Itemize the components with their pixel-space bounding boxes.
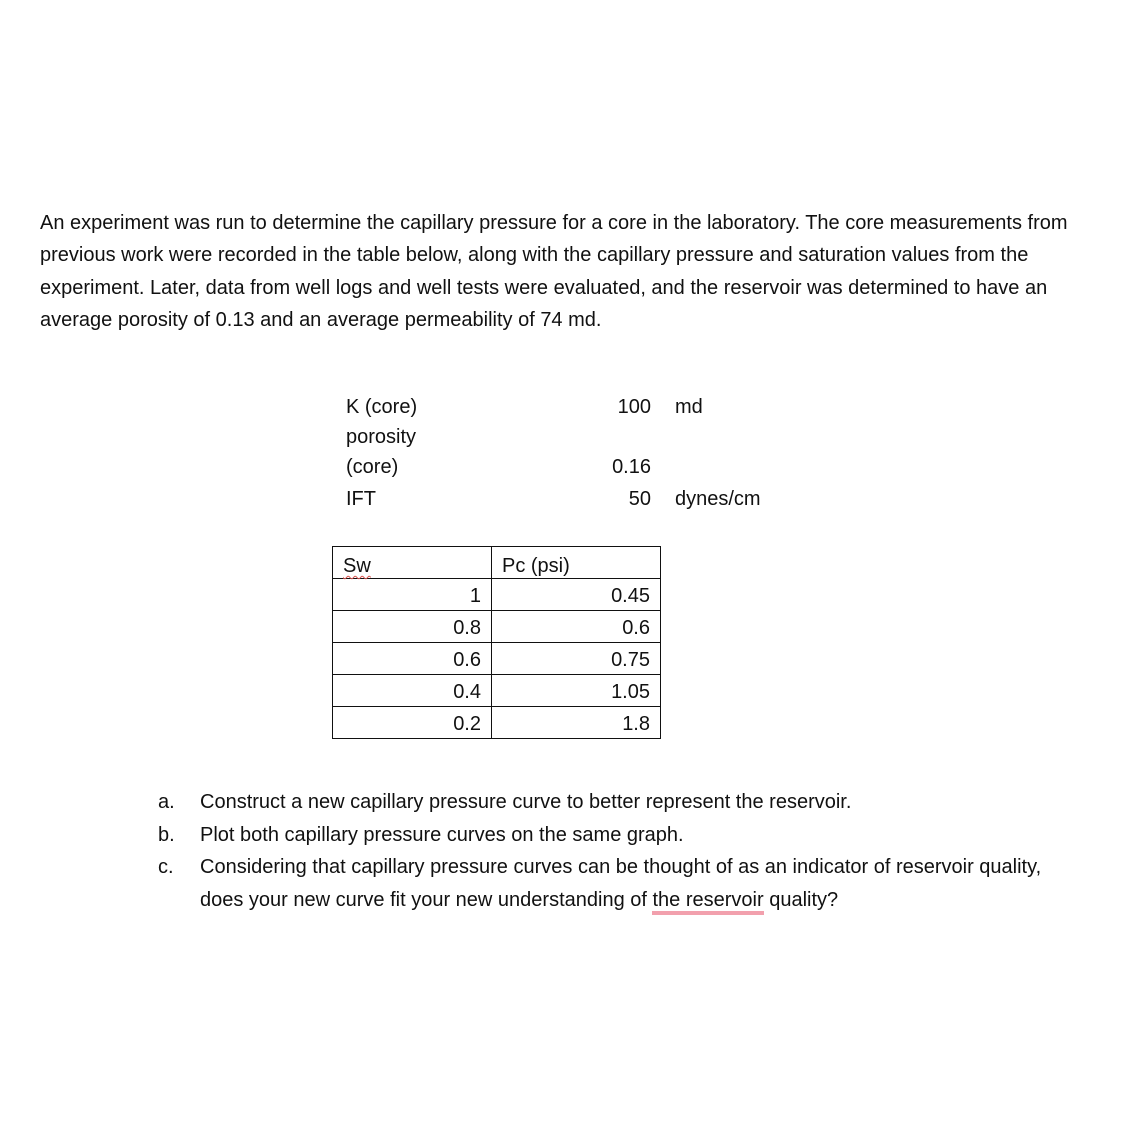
question-a (158, 786, 1088, 819)
table-row (333, 675, 661, 707)
porosity-value: 0.16 (612, 456, 651, 478)
table-row (333, 611, 661, 643)
sw-cell: 0.2 (333, 707, 492, 739)
question-text-before: Considering that capillary pressure curves can be thought of as an indicator of reservoir quality, does your new curve fit your new understanding of (200, 856, 1042, 911)
sw-cell: 1 (333, 579, 492, 611)
question-b (158, 819, 1088, 852)
pc-header: Pc (psi) (492, 547, 661, 579)
question-marker: c. (158, 856, 174, 878)
table-header-row (333, 547, 661, 579)
sw-pc-table (332, 546, 661, 739)
sw-cell: 0.6 (333, 643, 492, 675)
question-c (158, 851, 1088, 916)
question-text: Construct a new capillary pressure curve to better represent the reservoir. (200, 791, 852, 813)
question-marker: a. (158, 791, 175, 813)
table-row (333, 579, 661, 611)
question-list (158, 786, 1088, 916)
porosity-label-line2: (core) (346, 456, 399, 478)
intro-paragraph: An experiment was run to determine the capillary pressure for a core in the laboratory. The core measurements from previous work were recorded in the table below, along with the capillary pressure and saturation values from the experiment. Later, data from well logs and well tests were evaluated, and the reservoir was determined to have an average porosity of 0.13 and an average permeability of 74 md. (40, 212, 1068, 331)
question-text-after: quality? (763, 888, 839, 911)
pc-cell: 1.05 (492, 675, 661, 707)
table-row (333, 643, 661, 675)
question-marker: b. (158, 823, 175, 846)
pc-cell: 0.75 (492, 643, 661, 675)
sw-cell: 0.4 (333, 675, 492, 707)
table-row (333, 707, 661, 739)
k-unit: md (675, 396, 703, 418)
pc-cell: 0.45 (492, 579, 661, 611)
ift-label: IFT (346, 488, 376, 510)
question-text: Plot both capillary pressure curves on the same graph. (200, 823, 684, 846)
ift-value: 50 (628, 488, 651, 510)
porosity-label-line1: porosity (346, 426, 417, 448)
k-label: K (core) (346, 396, 418, 418)
pc-cell: 0.6 (492, 611, 661, 643)
pc-cell: 1.8 (492, 707, 661, 739)
sw-header: Sw (333, 547, 492, 579)
k-value: 100 (617, 396, 651, 418)
sw-cell: 0.8 (333, 611, 492, 643)
question-text-underlined: the reservoir (652, 889, 763, 915)
ift-unit: dynes/cm (675, 488, 761, 510)
